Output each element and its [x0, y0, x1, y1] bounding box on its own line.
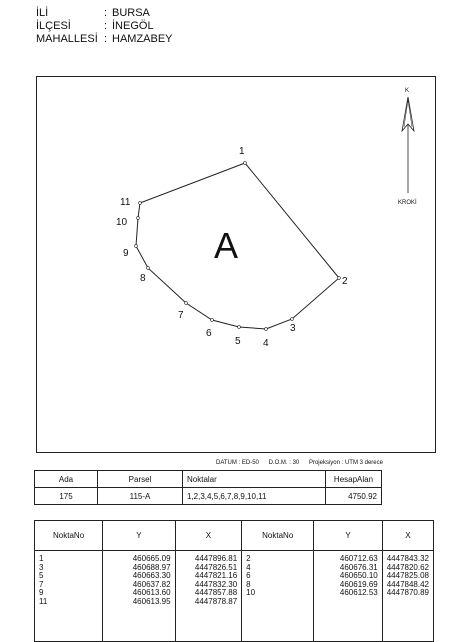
vertex-label-6: 6 [206, 328, 212, 339]
list-item: 5 [39, 571, 44, 581]
vertex-marker-1 [244, 162, 247, 165]
list-item: 4447826.51 [194, 562, 238, 572]
vertex-label-9: 9 [123, 248, 129, 259]
vertex-marker-11 [139, 202, 142, 205]
vertex-label-1: 1 [239, 146, 245, 157]
parcel-info-header-row [35, 471, 382, 488]
vertex-marker-8 [147, 267, 150, 270]
vertex-marker-6 [211, 319, 214, 322]
col-header-y-left: Y [103, 521, 175, 551]
list-item: 4447820.62 [386, 562, 429, 572]
cell-noktalar: 1,2,3,4,5,6,7,8,9,10,11 [183, 488, 326, 505]
coordinate-header-row [35, 521, 434, 551]
vertex-label-11: 11 [120, 197, 131, 208]
list-item: 3 [39, 562, 44, 572]
list-item: 460650.10 [339, 571, 378, 581]
right-x-column [382, 551, 433, 642]
list-item: 460619.69 [339, 579, 378, 589]
province-sep: : [104, 7, 108, 19]
col-header-ada: Ada [35, 471, 98, 488]
vertex-label-7: 7 [178, 310, 184, 321]
left-x-column [175, 551, 242, 642]
vertex-label-3: 3 [290, 323, 296, 334]
list-item: 4447848.42 [386, 579, 429, 589]
list-item: 460688.97 [132, 562, 171, 572]
list-item: 4 [246, 562, 251, 572]
cell-ada: 175 [35, 488, 98, 505]
col-header-noktano-left: NoktaNo [35, 521, 103, 551]
list-item: 11 [39, 596, 48, 606]
list-item: 4447870.89 [386, 588, 429, 598]
vertex-label-4: 4 [263, 338, 269, 349]
list-item: 460676.31 [339, 562, 378, 572]
province-value: BURSA [112, 7, 150, 19]
vertex-marker-9 [135, 245, 138, 248]
col-header-x-right: X [382, 521, 433, 551]
north-letter: K [405, 88, 410, 94]
cell-hesapalan: 4750.92 [326, 488, 382, 505]
left-y-column [103, 551, 175, 642]
neighborhood-sep: : [104, 33, 108, 45]
cell-parsel: 115-A [98, 488, 183, 505]
vertex-label-10: 10 [116, 217, 128, 228]
datum-line [216, 460, 391, 466]
list-item: 6 [246, 571, 251, 581]
parcel-info-table [34, 470, 382, 505]
vertex-marker-4 [265, 328, 268, 331]
list-item: 4447821.16 [194, 571, 238, 581]
north-arrow-icon [402, 88, 414, 193]
district-value: İNEGÖL [112, 20, 154, 32]
datum-value: DATUM : ED-50 [216, 460, 259, 466]
district-key: İLÇESİ [36, 20, 71, 32]
kroki-label: KROKİ [398, 200, 417, 206]
vertex-label-5: 5 [235, 336, 241, 347]
list-item: 460612.53 [339, 588, 378, 598]
list-item: 7 [39, 579, 44, 589]
vertex-marker-5 [238, 326, 241, 329]
list-item: 4447843.32 [386, 554, 429, 563]
vertex-label-2: 2 [342, 276, 348, 287]
col-header-hesapalan: HesapAlan [326, 471, 382, 488]
col-header-x-left: X [175, 521, 242, 551]
list-item: 4447878.87 [194, 596, 238, 606]
projection-value: Projeksiyon : UTM 3 derece [308, 460, 383, 466]
province-key: İLİ [36, 7, 49, 19]
district-sep: : [104, 20, 108, 32]
list-item: 460637.82 [132, 579, 171, 589]
vertex-marker-10 [137, 217, 140, 220]
vertex-marker-3 [291, 318, 294, 321]
left-noktano-column [35, 551, 103, 642]
dom-value: D.O.M. : 30 [268, 460, 300, 466]
vertex-marker-7 [185, 302, 188, 305]
list-item: 4447825.08 [386, 571, 429, 581]
col-header-parsel: Parsel [98, 471, 183, 488]
coordinate-table [34, 520, 434, 642]
list-item: 460663.30 [132, 571, 171, 581]
list-item: 4447857.88 [194, 588, 238, 598]
vertex-label-8: 8 [140, 273, 146, 284]
right-y-column [314, 551, 382, 642]
list-item: 4447832.30 [194, 579, 238, 589]
parcel-label: A [214, 225, 239, 266]
col-header-y-right: Y [314, 521, 382, 551]
list-item: 9 [39, 588, 44, 598]
parcel-info-row [35, 488, 382, 505]
col-header-noktano-right: NoktaNo [242, 521, 314, 551]
list-item: 460665.09 [132, 554, 171, 563]
coordinate-body-row [35, 551, 434, 642]
neighborhood-key: MAHALLESİ [36, 33, 98, 45]
list-item: 460613.60 [132, 588, 171, 598]
list-item: 8 [246, 579, 251, 589]
list-item: 460613.95 [132, 596, 171, 606]
list-item: 10 [246, 588, 256, 598]
vertex-marker-2 [338, 277, 341, 280]
list-item: 460712.63 [339, 554, 378, 563]
list-item: 1 [39, 554, 44, 563]
list-item: 4447896.81 [194, 554, 238, 563]
list-item: 2 [246, 554, 251, 563]
col-header-noktalar: Noktalar [183, 471, 326, 488]
neighborhood-value: HAMZABEY [112, 33, 173, 45]
right-noktano-column [242, 551, 314, 642]
